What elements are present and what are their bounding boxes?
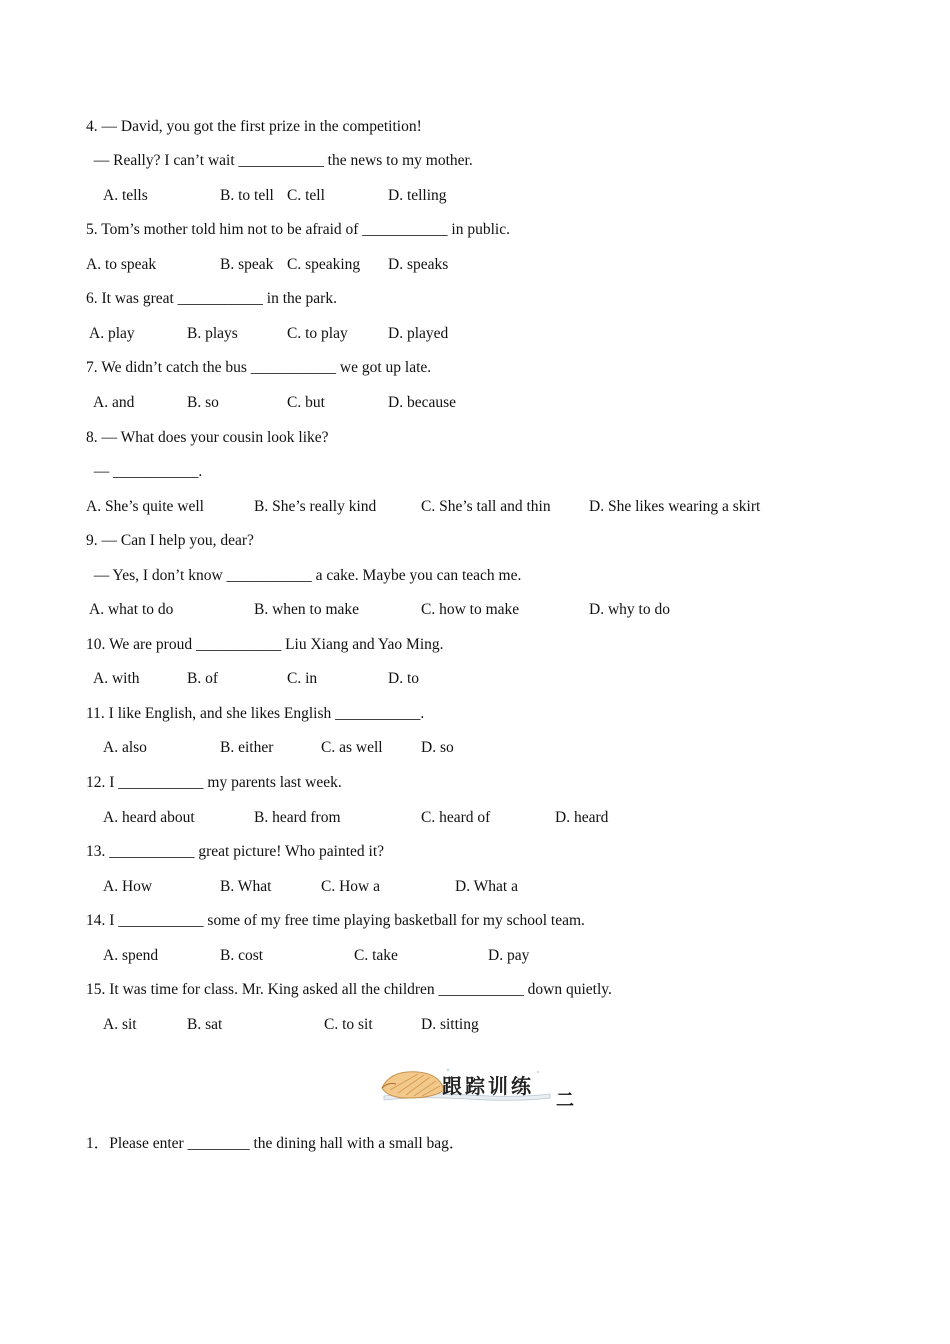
question-9-option-d: D. why to do bbox=[589, 601, 670, 618]
question-11-option-d: D. so bbox=[421, 739, 454, 756]
question-8-option-b: B. She’s really kind bbox=[254, 498, 377, 515]
question-15-option-a: A. sit bbox=[103, 1016, 137, 1033]
question-10-option-c: C. in bbox=[287, 670, 318, 687]
question-5-option-a: A. to speak bbox=[86, 256, 157, 273]
question-9-stem: 9. — Can I help you, dear? bbox=[86, 532, 254, 549]
section-number: 二 bbox=[556, 1090, 574, 1111]
question-10-option-d: D. to bbox=[388, 670, 419, 687]
question-12-option-c: C. heard of bbox=[421, 809, 491, 826]
question-4-reply: — Really? I can’t wait ___________ the news to my mother. bbox=[86, 152, 473, 169]
question-11-option-a: A. also bbox=[103, 739, 147, 756]
question-15-option-d: D. sitting bbox=[421, 1016, 479, 1033]
question-12-option-a: A. heard about bbox=[103, 809, 195, 826]
question-7-option-b: B. so bbox=[187, 394, 219, 411]
question-6-option-d: D. played bbox=[388, 325, 449, 342]
question-14-option-d: D. pay bbox=[488, 947, 530, 964]
question-10-option-b: B. of bbox=[187, 670, 218, 687]
question-14-option-c: C. take bbox=[354, 947, 398, 964]
question-9-option-b: B. when to make bbox=[254, 601, 360, 618]
question-5-option-b: B. speak bbox=[220, 256, 274, 273]
question-14-option-a: A. spend bbox=[103, 947, 159, 964]
section-banner bbox=[378, 1062, 554, 1104]
question-6-option-b: B. plays bbox=[187, 325, 238, 342]
question-13-option-c: C. How a bbox=[321, 878, 380, 895]
question-6-stem: 6. It was great ___________ in the park. bbox=[86, 290, 337, 307]
question-14-option-b: B. cost bbox=[220, 947, 264, 964]
question-12-stem: 12. I ___________ my parents last week. bbox=[86, 774, 342, 791]
question-8-option-c: C. She’s tall and thin bbox=[421, 498, 551, 515]
question-14-stem: 14. I ___________ some of my free time playing basketball for my school team. bbox=[86, 912, 585, 929]
question-8-option-d: D. She likes wearing a skirt bbox=[589, 498, 761, 515]
question-4-option-b: B. to tell bbox=[220, 187, 274, 204]
question-13-stem: 13. ___________ great picture! Who painted it? bbox=[86, 843, 385, 860]
question-13-option-a: A. How bbox=[103, 878, 153, 895]
question-11-option-b: B. either bbox=[220, 739, 274, 756]
question-15-stem: 15. It was time for class. Mr. King asked all the children ___________ down quietly. bbox=[86, 981, 612, 998]
question-5-stem: 5. Tom’s mother told him not to be afraid of ___________ in public. bbox=[86, 221, 510, 238]
question-7-stem: 7. We didn’t catch the bus ___________ we got up late. bbox=[86, 359, 432, 376]
section-question-1-stem: 1．Please enter ________ the dining hall with a small bag． bbox=[86, 1135, 465, 1152]
question-12-option-d: D. heard bbox=[555, 809, 609, 826]
question-6-option-a: A. play bbox=[89, 325, 135, 342]
question-13-option-b: B. What bbox=[220, 878, 272, 895]
question-4-option-c: C. tell bbox=[287, 187, 325, 204]
question-10-option-a: A. with bbox=[93, 670, 140, 687]
question-8-option-a: A. She’s quite well bbox=[86, 498, 204, 515]
question-5-option-d: D. speaks bbox=[388, 256, 449, 273]
question-11-option-c: C. as well bbox=[321, 739, 383, 756]
question-11-stem: 11. I like English, and she likes English ___________. bbox=[86, 705, 425, 722]
question-7-option-c: C. but bbox=[287, 394, 325, 411]
question-12-option-b: B. heard from bbox=[254, 809, 341, 826]
question-15-option-c: C. to sit bbox=[324, 1016, 373, 1033]
question-4-stem: 4. — David, you got the first prize in the competition! bbox=[86, 118, 422, 135]
question-9-reply: — Yes, I don’t know ___________ a cake. Maybe you can teach me. bbox=[86, 567, 522, 584]
question-8-reply: — ___________. bbox=[86, 463, 203, 480]
question-6-option-c: C. to play bbox=[287, 325, 348, 342]
question-4-option-d: D. telling bbox=[388, 187, 447, 204]
question-7-option-a: A. and bbox=[93, 394, 135, 411]
question-5-option-c: C. speaking bbox=[287, 256, 361, 273]
question-9-option-c: C. how to make bbox=[421, 601, 520, 618]
question-7-option-d: D. because bbox=[388, 394, 456, 411]
question-10-stem: 10. We are proud ___________ Liu Xiang and Yao Ming. bbox=[86, 636, 444, 653]
question-13-option-d: D. What a bbox=[455, 878, 518, 895]
question-15-option-b: B. sat bbox=[187, 1016, 223, 1033]
question-9-option-a: A. what to do bbox=[89, 601, 174, 618]
question-4-option-a: A. tells bbox=[103, 187, 148, 204]
question-8-stem: 8. — What does your cousin look like? bbox=[86, 429, 329, 446]
section-banner-title: 跟踪训练 bbox=[442, 1074, 534, 1098]
